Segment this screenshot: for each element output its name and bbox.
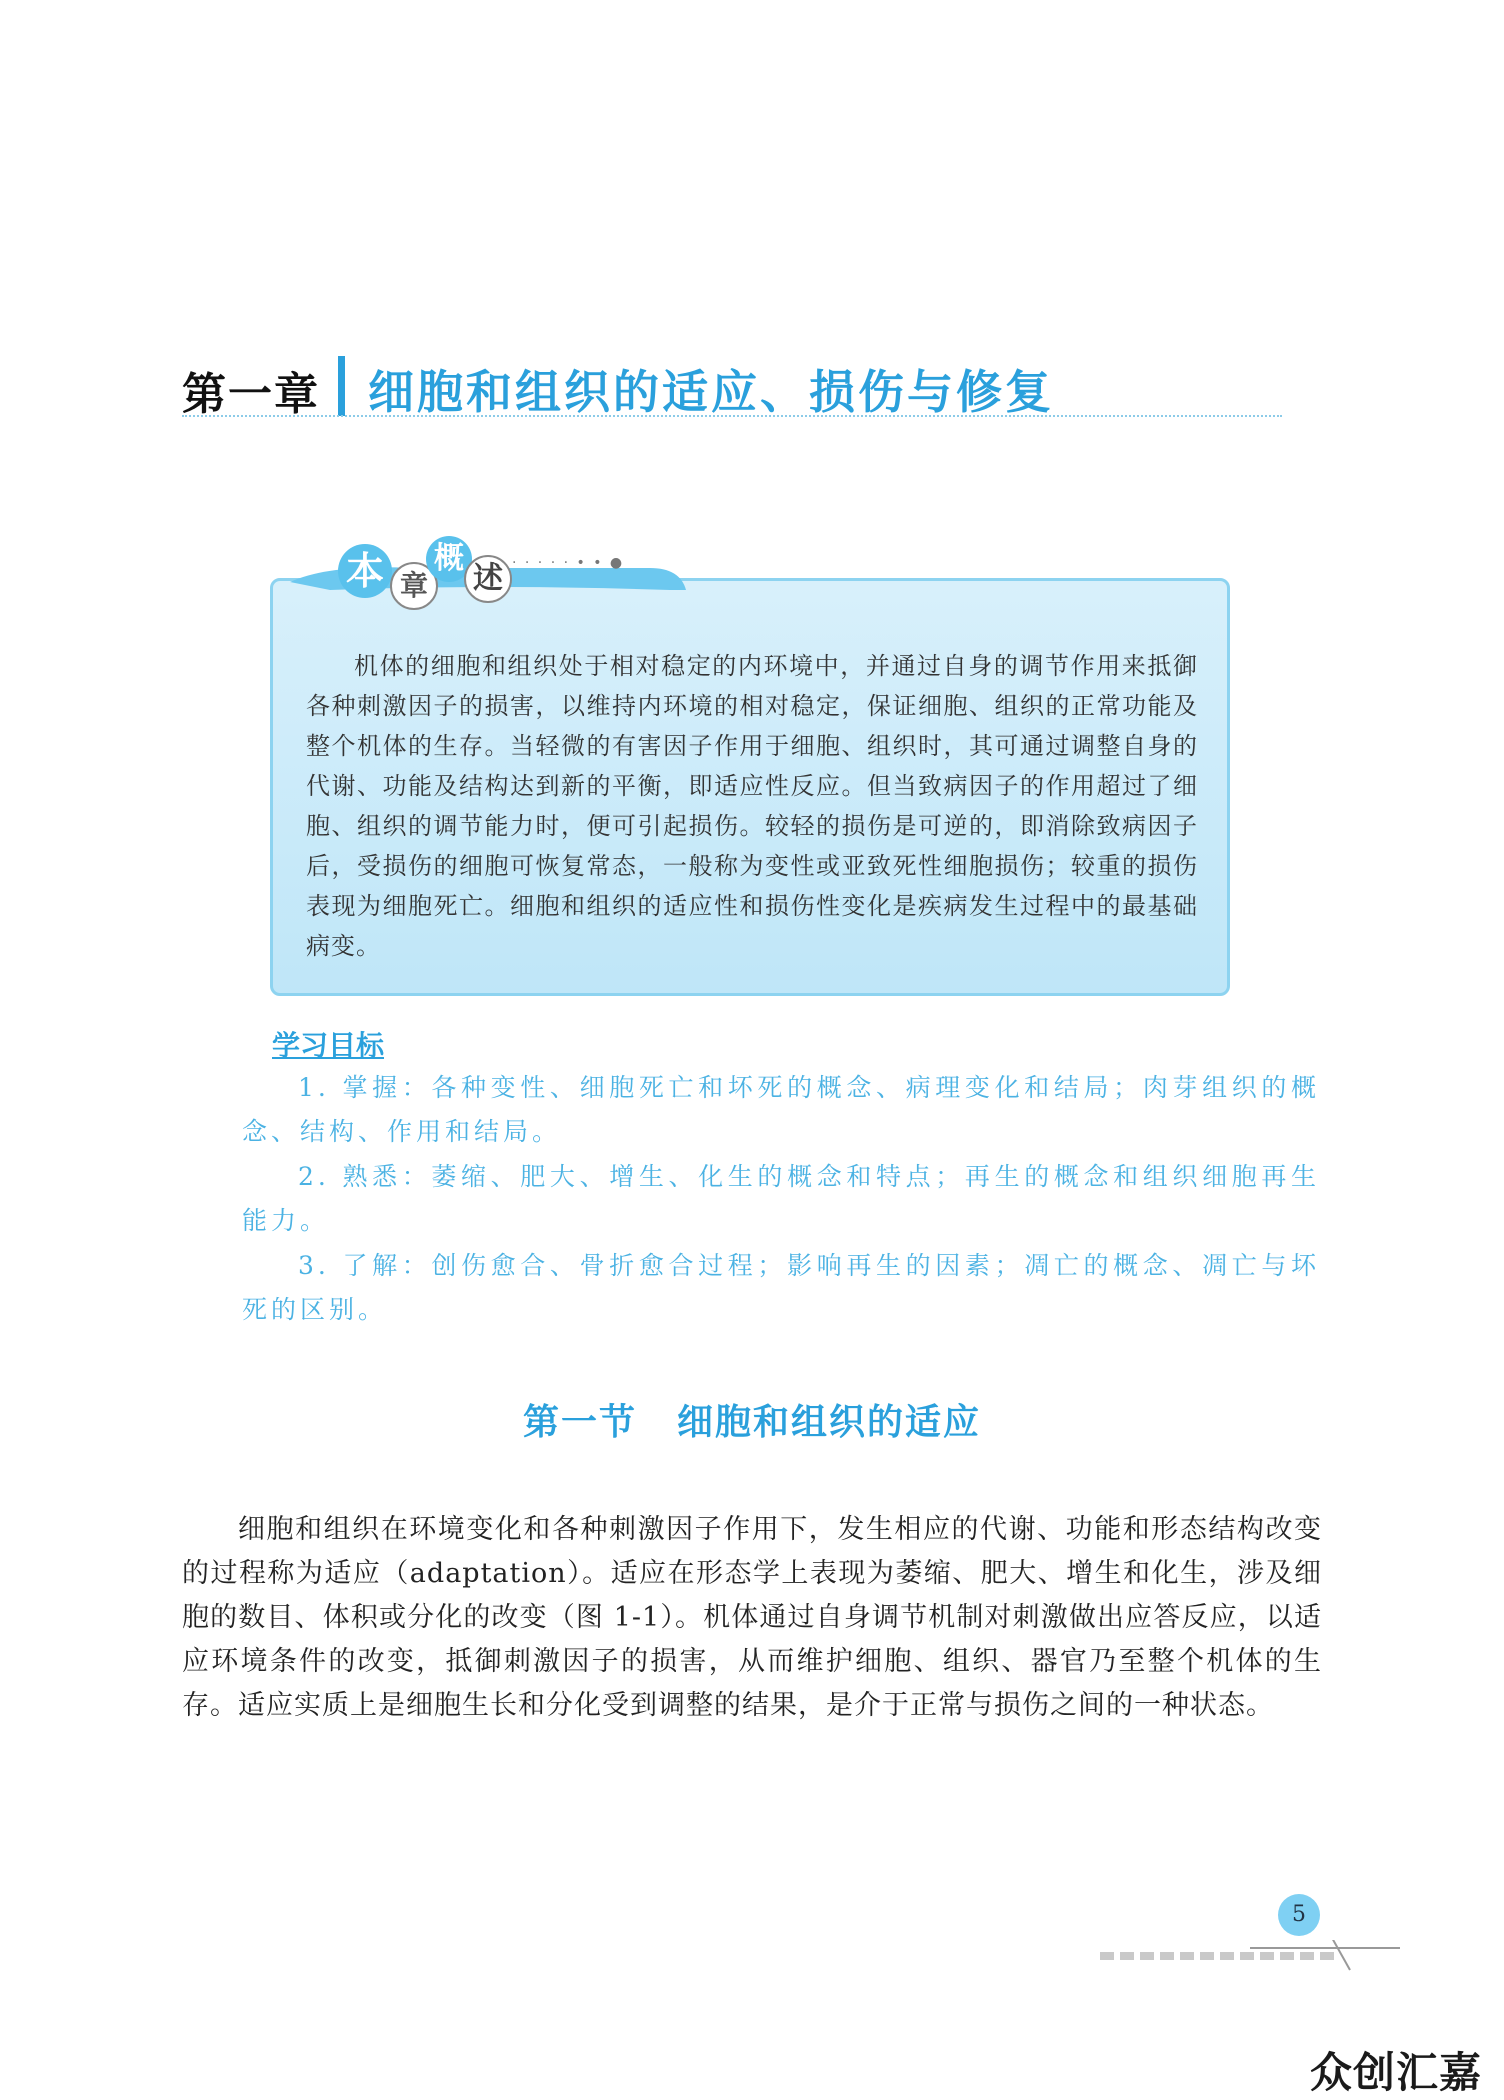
chapter-title: 细胞和组织的适应、损伤与修复 <box>368 365 1054 419</box>
page-number: 5 <box>1278 1894 1320 1936</box>
chapter-label: 第一章 <box>182 369 320 420</box>
section-title: 细胞和组织的适应 <box>677 1402 982 1443</box>
section-number: 第一节 <box>522 1402 637 1443</box>
objective-item: 1. 掌握：各种变性、细胞死亡和坏死的概念、病理变化和结局；肉芽组织的概念、结构、作用和结局。 <box>242 1073 1320 1146</box>
overview-badge-char: 本 <box>338 544 392 598</box>
overview-text: 机体的细胞和组织处于相对稳定的内环境中，并通过自身的调节作用来抵御各种刺激因子的损害，以维持内环境的相对稳定，保证细胞、组织的正常功能及整个机体的生存。当轻微的有害因子作用于细胞、组织时，其可通过调整自身的代谢、功能及结构达到新的平衡，即适应性反应。但当致病因子的作用超过了细胞、组织的调节能力时，便可引起损伤。较轻的损伤是可逆的，即消除致病因子后，受损伤的细胞可恢复常态，一般称为变性或亚致死性细胞损伤；较重的损伤表现为细胞死亡。细胞和组织的适应性和损伤性变化是疾病发生过程中的最基础病变。 <box>306 652 1198 960</box>
chapter-dotted-rule <box>182 415 1282 417</box>
overview-badge-char: 章 <box>390 562 438 610</box>
objective-item: 3. 了解：创伤愈合、骨折愈合过程；影响再生的因素；凋亡的概念、凋亡与坏死的区别。 <box>242 1251 1320 1324</box>
overview-badge-char: 概 <box>426 536 472 582</box>
section-heading <box>0 1394 1504 1445</box>
overview-dots-decoration: · · · · · • • ● <box>512 555 625 571</box>
section-body-paragraph: 细胞和组织在环境变化和各种刺激因子作用下，发生相应的代谢、功能和形态结构改变的过程称为适应（adaptation）。适应在形态学上表现为萎缩、肥大、增生和化生，涉及细胞的数目、体积或分化的改变（图 1-1）。机体通过自身调节机制对刺激做出应答反应，以适应环境条件的改变，抵御刺激因子的损害，从而维护细胞、组织、器官乃至整个机体的生存。适应实质上是细胞生长和分化受到调整的结果，是介于正常与损伤之间的一种状态。 <box>182 1514 1322 1721</box>
page-number-decoration <box>1100 1940 1400 1980</box>
objective-item: 2. 熟悉：萎缩、肥大、增生、化生的概念和特点；再生的概念和组织细胞再生能力。 <box>242 1162 1320 1235</box>
chapter-divider-bar <box>338 356 345 416</box>
overview-badge-char: 述 <box>464 555 512 603</box>
watermark-logo: 众创汇嘉 <box>1310 2048 1483 2097</box>
objectives-title: 学习目标 <box>272 1029 385 1062</box>
